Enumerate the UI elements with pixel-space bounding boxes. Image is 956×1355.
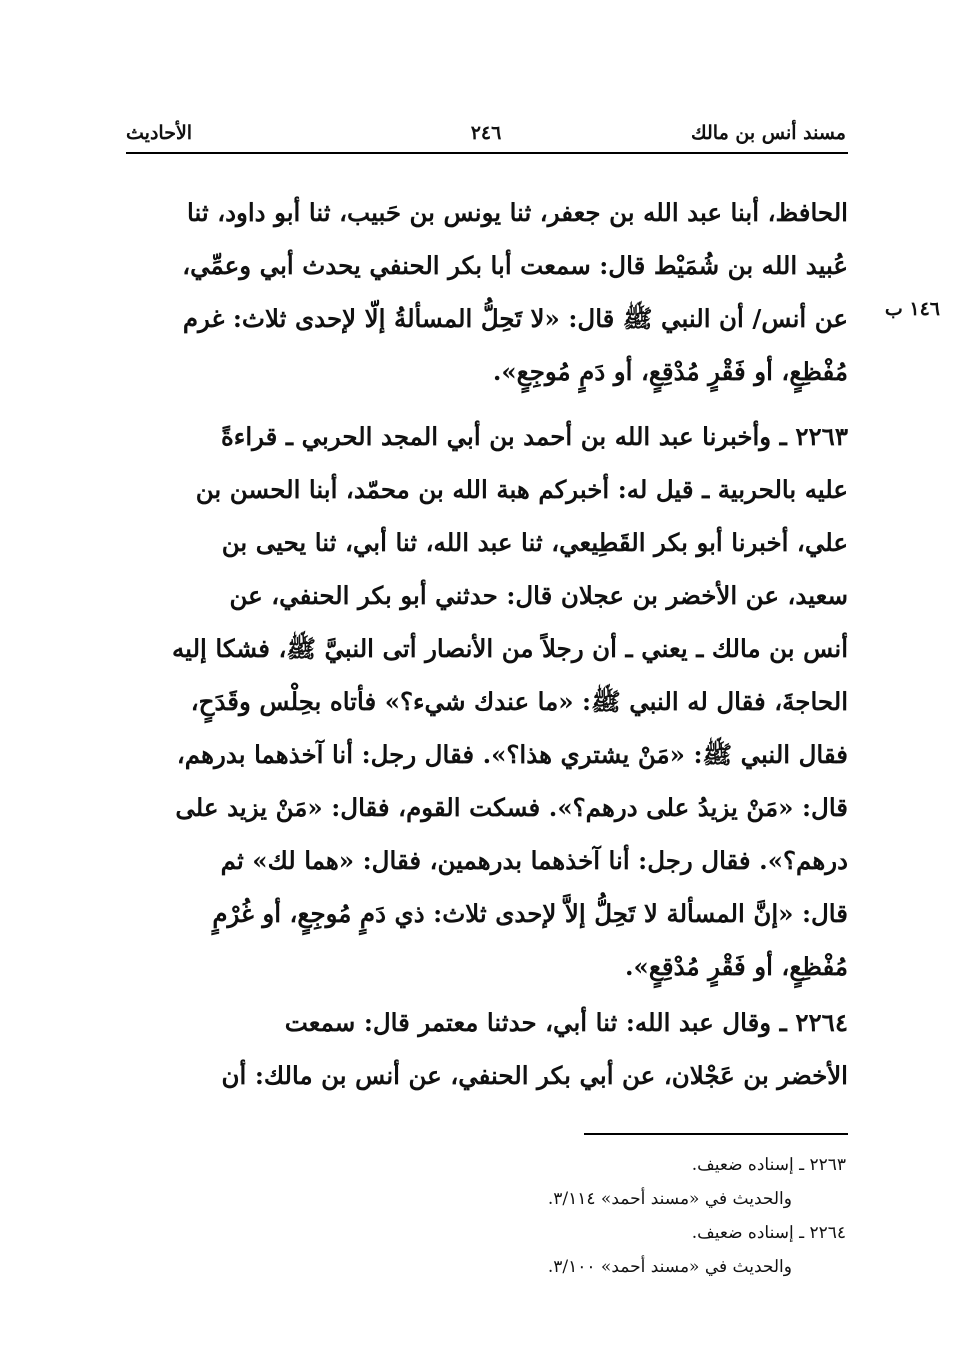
footnotes — [400, 1148, 846, 1284]
page-header — [126, 118, 846, 152]
text-line: درهم؟». فقال رجل: أنا آخذهما بدرهمين، فقال: «هما لك» ثم — [220, 846, 848, 875]
footnote-line: والحديث في «مسند أحمد» ٣/١٠٠. — [547, 1257, 792, 1277]
text-line: أنس بن مالك ـ يعني ـ أن رجلاً من الأنصار أتى النبيَّ ﷺ، فشكا إليه — [172, 634, 848, 663]
footnote-line: ٢٢٦٤ ـ إسناده ضعيف. — [691, 1223, 846, 1243]
text-line: علي، أخبرنا أبو بكر القَطِيعي، ثنا عبد الله، ثنا أبي، ثنا يحيى بن — [221, 528, 848, 557]
footnote-divider — [584, 1133, 848, 1135]
text-line: عليه بالحربية ـ قيل له: أخبركم هبة الله بن محمّد، أبنا الحسن بن — [195, 475, 848, 504]
text-line: ٢٢٦٣ ـ وأخبرنا عبد الله بن أحمد بن أبي المجد الحربي ـ قراءةً — [220, 422, 848, 451]
hadith-2264 — [126, 996, 848, 1102]
text-line: قال: «مَنْ يزيدُ على درهم؟». فسكت القوم، فقال: «مَنْ يزيد على — [175, 793, 848, 822]
page-number: ٢٤٦ — [470, 122, 502, 144]
text-line: الأخضر بن عَجْلان، عن أبي بكر الحنفي، عن أنس بن مالك: أن — [221, 1061, 848, 1090]
footnote-line: ٢٢٦٣ ـ إسناده ضعيف. — [691, 1155, 846, 1175]
header-section-title: الأحاديث — [126, 122, 193, 144]
text-line: سعيد، عن الأخضر بن عجلان قال: حدثني أبو بكر الحنفي، عن — [229, 581, 848, 610]
text-line: الحاجةَ، فقال له النبي ﷺ: «ما عندك شيء؟» فأتاه بحِلْس وقَدَحٍ، — [190, 687, 848, 716]
text-line: عن أنس/ أن النبي ﷺ قال: «لا تَحِلُّ المسألةُ إلّا لإحدى ثلاث: غرم — [182, 304, 848, 333]
text-line: ٢٢٦٤ ـ وقال عبد الله: ثنا أبي، حدثنا معتمر قال: سمعت — [284, 1008, 848, 1037]
text-line: الحافظ، أبنا عبد الله بن جعفر، ثنا يونس بن حَبيب، ثنا أبو داود، ثنا — [186, 198, 848, 227]
text-line: فقال النبي ﷺ: «مَنْ يشتري هذا؟». فقال رجل: أنا آخذهما بدرهم، — [176, 740, 848, 769]
manuscript-folio-note: ١٤٦ ب — [884, 298, 940, 320]
text-line: عُبيد الله بن شُمَيْط قال: سمعت أبا بكر الحنفي يحدث أبي وعمِّي، — [182, 251, 848, 280]
text-line: قال: «إنَّ المسألة لا تَحِلُّ إلاَّ لإحدى ثلاث: ذي دَمٍ مُوجِعٍ، أو غُرْمٍ — [212, 899, 848, 928]
hadith-2263 — [126, 410, 848, 993]
header-divider — [126, 152, 848, 154]
text-line: مُفْظِعٍ، أو فَقْرٍ مُدْقِعٍ، أو دَمٍ مُوجِعٍ». — [492, 357, 848, 386]
header-book-title: مسند أنس بن مالك — [691, 122, 846, 144]
text-line: مُفْظِعٍ، أو فَقْرٍ مُدْقِعٍ». — [625, 952, 848, 981]
footnote-line: والحديث في «مسند أحمد» ٣/١١٤. — [547, 1189, 792, 1209]
paragraph-continuation — [126, 186, 848, 398]
